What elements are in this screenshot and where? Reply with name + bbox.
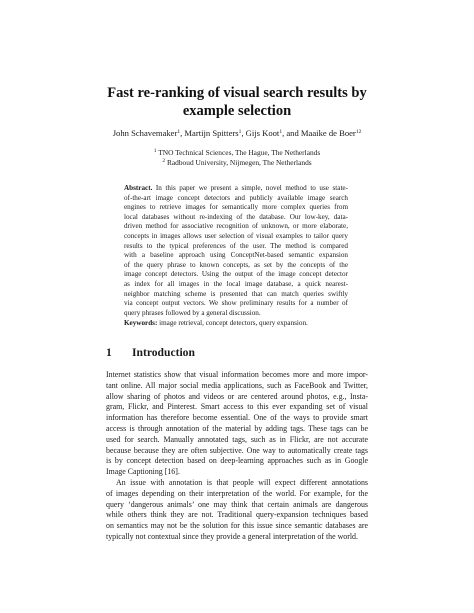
affiliation-line — [60, 158, 414, 168]
abstract-line: of-the-art image concept detectors and publicly available image search — [124, 193, 348, 202]
abstract — [124, 184, 348, 318]
abstract-line: query phrases followed by a general discussion. — [124, 308, 261, 317]
author-affiliation-mark: 1 — [238, 129, 242, 135]
keywords — [124, 319, 364, 329]
author-affiliation-mark: 1 — [279, 129, 283, 135]
abstract-line: neighbor matching scheme is presented that can match queries swiftly — [124, 289, 348, 298]
author-name: and Maaike de Boer — [286, 128, 356, 138]
body-line: access is through annotation of the material by adding tags. These tags can be — [106, 423, 368, 433]
body-line: typically not contextual since they provide a general interpretation of the world. — [106, 531, 358, 541]
affiliations — [60, 148, 414, 168]
section-title: Introduction — [132, 346, 195, 359]
title-line: example selection — [182, 103, 292, 119]
abstract-line: image concept detectors. Using the output of the image concept detector — [124, 270, 348, 279]
body-line: tant online. All major social media applications, such as FaceBook and Twitter, — [106, 380, 368, 390]
keywords-heading: Keywords: — [124, 319, 158, 327]
affiliation-text: TNO Technical Sciences, The Hague, The Netherlands — [158, 148, 321, 157]
abstract-line: with a baseline approach using ConceptNet-based semantic expansion — [124, 251, 348, 260]
body-line: gram, Flickr, and Pinterest. Smart access to this ever expanding set of visual — [106, 402, 368, 412]
body-line: allow sharing of photos and videos or are centered around photos, e.g., Insta- — [106, 391, 368, 401]
body-line: An issue with annotation is that people will expect different annotations — [116, 477, 368, 487]
body-text — [106, 370, 368, 543]
abstract-line: of the query phrase to known concepts, as set by the concepts of the — [124, 260, 348, 269]
affiliation-text: Radboud University, Nijmegen, The Netherlands — [166, 158, 312, 167]
author-name: Gijs Koot — [245, 128, 280, 138]
paper-title — [60, 84, 414, 120]
section-heading — [106, 346, 195, 360]
title-line: Fast re-ranking of visual search results by — [107, 85, 367, 101]
abstract-line — [124, 184, 348, 194]
author-affiliation-mark: 12 — [355, 129, 362, 135]
body-line: because because they are often subjective. One way to automatically create tags — [106, 445, 368, 455]
keywords-text: image retrieval, concept detectors, query expansion. — [159, 319, 308, 327]
body-line: on semantics may not be the solution for this issue since semantic databases are — [106, 521, 368, 531]
abstract-line: as index for all images in the local image database, a quick nearest- — [124, 279, 348, 288]
body-line: of images depending on their interpretation of the world. For example, for the — [106, 488, 368, 498]
author-list: John Schavemaker$^1$, Martijn Spitters$^1$, Gijs Koot$^1$, and Maaike de Boer$^{12}$ — [112, 128, 362, 138]
affiliation-mark: 1 — [153, 148, 157, 154]
body-line: Image Captioning [16]. — [106, 467, 180, 477]
section-number: 1 — [106, 346, 112, 359]
author-name: John Schavemaker — [112, 128, 178, 138]
affiliation-mark: 2 — [162, 158, 166, 164]
abstract-line: results to the typical preferences of the user. The method is compared — [124, 241, 348, 250]
author-affiliation-mark: 1 — [177, 129, 181, 135]
body-line: while others think they are not. Traditional query-expansion techniques based — [106, 510, 368, 520]
abstract-text: In this paper we present a simple, novel method to use state- — [155, 184, 348, 192]
body-line: query ‘dangerous animals’ one may think that certain animals are dangerous — [106, 499, 368, 509]
body-line: used for search. Manually annotated tags, such as in Flickr, are not accurate — [106, 434, 368, 444]
abstract-line: via concept output vectors. We show preliminary results for a number of — [124, 299, 348, 308]
abstract-line: engines to retrieve images for semantically more complex queries from — [124, 203, 348, 212]
body-line: information has therefore become essential. One of the ways to provide smart — [106, 413, 368, 423]
abstract-line: driven method for associative recognition of unknown, or more elaborate, — [124, 222, 348, 231]
body-line: Internet statistics show that visual information becomes more and more impor- — [106, 370, 368, 379]
abstract-line: local databases without re-indexing of the database. Our low-key, data- — [124, 212, 348, 221]
body-line: is by concept detection based on deep-learning approaches such as in Google — [106, 456, 368, 466]
author-name: Martijn Spitters — [184, 128, 239, 138]
abstract-heading: Abstract. — [124, 184, 153, 192]
affiliation-line — [60, 148, 414, 158]
abstract-line: concepts in images allows user selection of visual examples to tailor query — [124, 231, 348, 240]
